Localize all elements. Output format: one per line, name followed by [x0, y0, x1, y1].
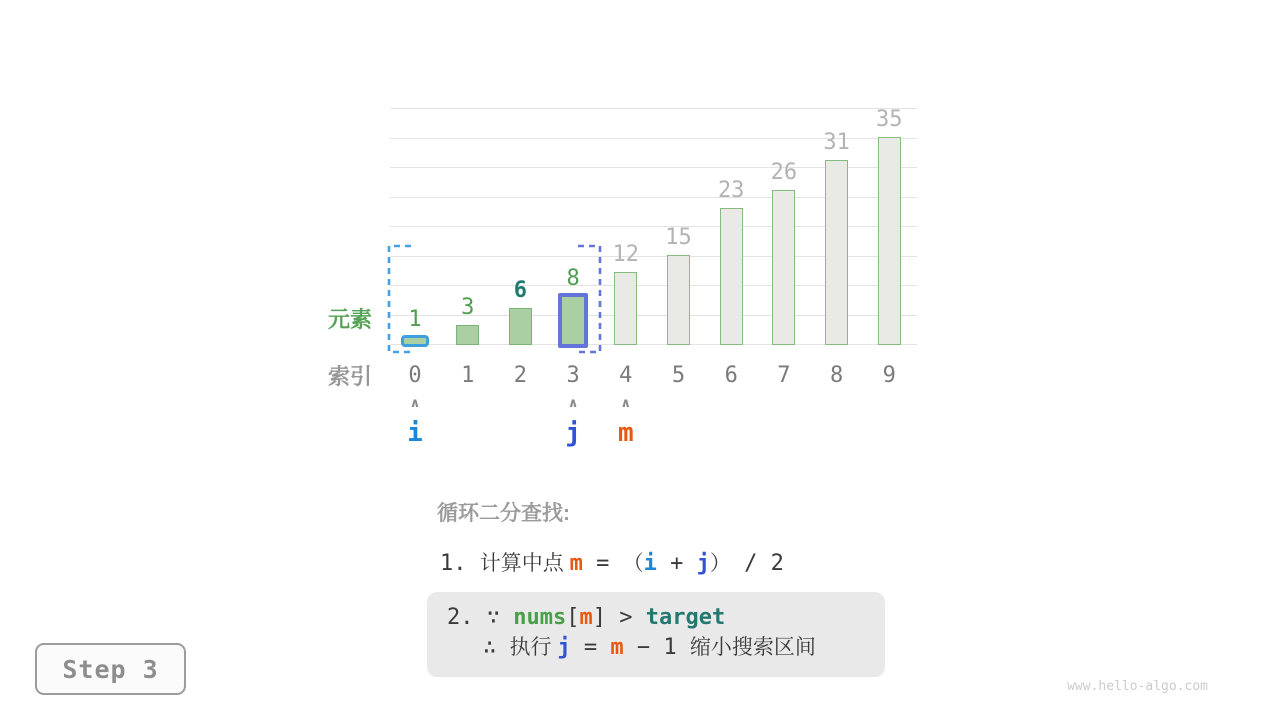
- index-label: 4: [619, 363, 633, 388]
- step-badge: [35, 643, 186, 695]
- text-token: j: [696, 551, 710, 576]
- bar: [878, 137, 901, 345]
- bar-value-label: 6: [513, 278, 528, 303]
- text-token: ∵: [486, 605, 514, 630]
- annotation-step2-line-b: [427, 633, 885, 663]
- text-token: 2.: [447, 605, 487, 630]
- text-token: >: [605, 605, 646, 630]
- text-token: m: [610, 635, 624, 660]
- step-badge-label: Step 3: [62, 654, 159, 684]
- annotation-step2-box: [427, 592, 885, 677]
- index-label: 1: [461, 363, 475, 388]
- annotation-step2-line-a: [427, 592, 885, 633]
- bar-value-label: 23: [717, 178, 745, 203]
- bar-value-label: 31: [823, 130, 850, 155]
- pointer-label-i: i: [407, 418, 423, 448]
- bar-value-label: 35: [876, 107, 903, 132]
- index-label: 9: [882, 363, 896, 388]
- bar-value-label: 12: [612, 242, 640, 267]
- bar-value-label: 8: [566, 266, 580, 291]
- index-label: 7: [777, 363, 791, 388]
- text-token: +: [656, 551, 697, 576]
- bar-value-label: 15: [665, 225, 692, 250]
- pointer-caret-icon: ∧: [567, 396, 579, 411]
- index-label: 8: [829, 363, 844, 388]
- annotation-title: 循环二分查找:: [437, 502, 570, 525]
- bar: [509, 308, 532, 345]
- text-token: m: [579, 605, 593, 630]
- annotation-step1-line: [440, 550, 784, 578]
- bar-value-label: 3: [461, 295, 475, 320]
- bar: [825, 160, 848, 345]
- bar: [720, 208, 743, 345]
- text-token: 1.: [440, 551, 480, 576]
- pointer-label-m: m: [617, 418, 634, 448]
- text-token: m: [569, 551, 583, 576]
- bar: [667, 255, 690, 345]
- text-token: − 1: [623, 635, 690, 660]
- bar: [558, 293, 588, 348]
- text-token: i: [643, 551, 657, 576]
- index-label: 3: [566, 363, 580, 388]
- index-label: 2: [513, 363, 528, 388]
- text-token: / 2: [730, 551, 784, 576]
- row-label-indices: 索引: [328, 364, 373, 389]
- index-label: 6: [724, 363, 738, 388]
- text-token: target: [645, 605, 726, 630]
- watermark: www.hello-algo.com: [1067, 679, 1208, 694]
- text-token: nums: [513, 605, 567, 630]
- bar-value-label: 1: [408, 307, 422, 332]
- row-label-elements: 元素: [328, 307, 373, 332]
- text-token: =: [570, 635, 611, 660]
- text-token: 缩小搜索区间: [689, 636, 816, 659]
- bar: [614, 272, 637, 345]
- bar: [456, 325, 479, 345]
- pointer-caret-icon: ∧: [620, 396, 632, 411]
- pointer-label-j: j: [565, 418, 581, 448]
- text-token: j: [557, 635, 571, 660]
- text-token: [: [566, 605, 580, 630]
- gridline: [390, 108, 917, 109]
- text-token: ]: [592, 605, 606, 630]
- text-token: =: [582, 551, 623, 576]
- bar-value-label: 26: [770, 160, 798, 185]
- bar: [772, 190, 795, 345]
- text-token: 执行: [509, 636, 558, 659]
- text-token: 计算中点: [479, 552, 570, 575]
- pointer-caret-icon: ∧: [409, 396, 421, 411]
- text-token: （: [622, 552, 644, 575]
- text-token: ∴: [483, 635, 510, 660]
- text-token: ）: [709, 552, 731, 575]
- index-label: 5: [671, 363, 686, 388]
- bar: [401, 335, 429, 347]
- index-label: 0: [408, 363, 422, 388]
